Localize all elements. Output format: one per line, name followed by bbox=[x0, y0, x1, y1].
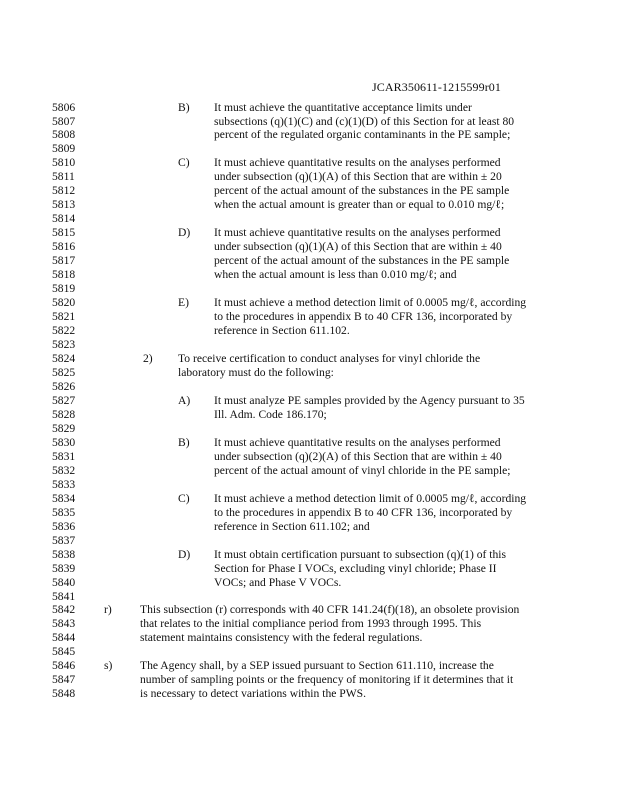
line-number: 5833 bbox=[52, 477, 76, 491]
text-line bbox=[0, 492, 619, 506]
line-number: 5847 bbox=[52, 673, 76, 687]
subsection-label: A) bbox=[178, 393, 191, 407]
line-text: percent of the actual amount of vinyl chloride in the PE sample; bbox=[214, 463, 511, 477]
text-line bbox=[0, 310, 619, 324]
text-line bbox=[0, 617, 619, 631]
text-line bbox=[0, 101, 619, 115]
line-text: Section for Phase I VOCs, excluding vinyl chloride; Phase II bbox=[214, 561, 497, 575]
line-text: This subsection (r) corresponds with 40 CFR 141.24(f)(18), an obsolete provision bbox=[140, 603, 520, 617]
line-number: 5846 bbox=[52, 659, 76, 673]
line-number: 5818 bbox=[52, 268, 76, 282]
line-number: 5807 bbox=[52, 114, 76, 128]
subsection-label: C) bbox=[178, 491, 190, 505]
text-line bbox=[0, 142, 619, 156]
line-number: 5816 bbox=[52, 240, 76, 254]
subsection-label: C) bbox=[178, 156, 190, 170]
text-line bbox=[0, 408, 619, 422]
line-number: 5822 bbox=[52, 324, 76, 337]
line-number: 5819 bbox=[52, 282, 76, 296]
subsection-label: B) bbox=[178, 435, 190, 449]
text-line bbox=[0, 673, 619, 687]
text-line bbox=[0, 422, 619, 436]
subsection-label: r) bbox=[104, 603, 112, 617]
text-line bbox=[0, 170, 619, 184]
text-line bbox=[0, 366, 619, 380]
line-text: under subsection (q)(1)(A) of this Section that are within ± 40 bbox=[214, 240, 502, 254]
line-number: 5827 bbox=[52, 393, 76, 407]
line-number: 5845 bbox=[52, 645, 76, 659]
text-line bbox=[0, 659, 619, 673]
line-text: that relates to the initial compliance period from 1993 through 1995. This bbox=[140, 617, 482, 631]
text-line bbox=[0, 436, 619, 450]
text-line bbox=[0, 394, 619, 408]
line-text: It must obtain certification pursuant to subsection (q)(1) of this bbox=[214, 547, 507, 561]
line-text: percent of the regulated organic contaminants in the PE sample; bbox=[214, 128, 511, 142]
subsection-label: E) bbox=[178, 296, 189, 310]
line-number: 5820 bbox=[52, 296, 76, 310]
text-line bbox=[0, 534, 619, 548]
text-line bbox=[0, 520, 619, 534]
line-number: 5806 bbox=[52, 100, 76, 114]
line-number: 5848 bbox=[52, 687, 76, 701]
line-number: 5814 bbox=[52, 212, 76, 226]
line-text: percent of the actual amount of the substances in the PE sample bbox=[214, 254, 510, 268]
text-line bbox=[0, 198, 619, 212]
line-number: 5840 bbox=[52, 575, 76, 589]
line-text: under subsection (q)(2)(A) of this Section that are within ± 40 bbox=[214, 449, 502, 463]
line-number: 5836 bbox=[52, 519, 76, 533]
line-number: 5829 bbox=[52, 421, 76, 435]
line-number: 5841 bbox=[52, 589, 76, 603]
line-text: when the actual amount is less than 0.010 mg/ℓ; and bbox=[214, 268, 457, 282]
line-number: 5828 bbox=[52, 407, 76, 421]
line-number: 5808 bbox=[52, 128, 76, 142]
line-number: 5832 bbox=[52, 463, 76, 477]
line-text: It must achieve the quantitative acceptance limits under bbox=[214, 100, 472, 114]
text-line bbox=[0, 352, 619, 366]
subsection-label: D) bbox=[178, 226, 191, 240]
line-text: It must achieve quantitative results on the analyses performed bbox=[214, 226, 501, 240]
line-number: 5834 bbox=[52, 491, 76, 505]
line-text: It must analyze PE samples provided by the Agency pursuant to 35 bbox=[214, 393, 525, 407]
text-line bbox=[0, 324, 619, 338]
text-line bbox=[0, 380, 619, 394]
subsection-label: 2) bbox=[143, 352, 153, 365]
line-number: 5837 bbox=[52, 533, 76, 547]
text-line bbox=[0, 115, 619, 129]
line-number: 5811 bbox=[52, 170, 75, 184]
line-text: To receive certification to conduct analyses for vinyl chloride the bbox=[178, 352, 481, 365]
text-line bbox=[0, 631, 619, 645]
line-text: to the procedures in appendix B to 40 CFR 136, incorporated by bbox=[214, 310, 513, 324]
line-text: The Agency shall, by a SEP issued pursuant to Section 611.110, increase the bbox=[140, 659, 494, 673]
text-line bbox=[0, 450, 619, 464]
line-text: VOCs; and Phase V VOCs. bbox=[214, 575, 342, 589]
line-text: It must achieve a method detection limit of 0.0005 mg/ℓ, according bbox=[214, 296, 527, 310]
line-number: 5810 bbox=[52, 156, 76, 170]
text-line bbox=[0, 240, 619, 254]
text-line bbox=[0, 338, 619, 352]
line-number: 5830 bbox=[52, 435, 76, 449]
document-id: JCAR350611-1215599r01 bbox=[372, 80, 501, 94]
line-text: laboratory must do the following: bbox=[178, 365, 334, 379]
line-number: 5815 bbox=[52, 226, 76, 240]
text-line bbox=[0, 226, 619, 240]
line-number: 5844 bbox=[52, 631, 76, 645]
line-number: 5823 bbox=[52, 338, 76, 351]
text-line bbox=[0, 603, 619, 617]
text-line bbox=[0, 464, 619, 478]
text-line bbox=[0, 128, 619, 142]
line-number: 5809 bbox=[52, 142, 76, 156]
line-number: 5813 bbox=[52, 198, 76, 212]
line-text: to the procedures in appendix B to 40 CFR 136, incorporated by bbox=[214, 505, 513, 519]
text-line bbox=[0, 254, 619, 268]
line-number: 5821 bbox=[52, 310, 76, 324]
text-line bbox=[0, 184, 619, 198]
line-text: subsections (q)(1)(C) and (c)(1)(D) of this Section for at least 80 bbox=[214, 114, 515, 128]
line-text: when the actual amount is greater than or equal to 0.010 mg/ℓ; bbox=[214, 198, 505, 212]
subsection-label: B) bbox=[178, 100, 190, 114]
line-text: It must achieve quantitative results on the analyses performed bbox=[214, 435, 501, 449]
text-line bbox=[0, 687, 619, 701]
line-number: 5826 bbox=[52, 379, 76, 393]
text-line bbox=[0, 645, 619, 659]
line-number: 5843 bbox=[52, 617, 76, 631]
line-text: It must achieve a method detection limit of 0.0005 mg/ℓ, according bbox=[214, 491, 527, 505]
line-text: It must achieve quantitative results on the analyses performed bbox=[214, 156, 501, 170]
subsection-label: D) bbox=[178, 547, 191, 561]
line-number: 5812 bbox=[52, 184, 76, 198]
text-line bbox=[0, 562, 619, 576]
text-line bbox=[0, 296, 619, 310]
line-text: under subsection (q)(1)(A) of this Section that are within ± 20 bbox=[214, 170, 502, 184]
line-text: number of sampling points or the frequency of monitoring if it determines that it bbox=[140, 673, 514, 687]
line-text: reference in Section 611.102. bbox=[214, 324, 350, 337]
text-line bbox=[0, 576, 619, 590]
line-number: 5825 bbox=[52, 365, 76, 379]
text-line bbox=[0, 590, 619, 604]
text-line bbox=[0, 478, 619, 492]
line-text: is necessary to detect variations within the PWS. bbox=[140, 687, 367, 701]
line-number: 5817 bbox=[52, 254, 76, 268]
text-line bbox=[0, 548, 619, 562]
line-number: 5835 bbox=[52, 505, 76, 519]
line-text: reference in Section 611.102; and bbox=[214, 519, 370, 533]
line-text: percent of the actual amount of the substances in the PE sample bbox=[214, 184, 510, 198]
line-number: 5824 bbox=[52, 352, 76, 365]
line-text: Ill. Adm. Code 186.170; bbox=[214, 407, 327, 421]
text-line bbox=[0, 506, 619, 520]
text-line bbox=[0, 282, 619, 296]
text-line bbox=[0, 212, 619, 226]
text-line bbox=[0, 268, 619, 282]
text-line bbox=[0, 156, 619, 170]
line-number: 5842 bbox=[52, 603, 76, 617]
line-text: statement maintains consistency with the federal regulations. bbox=[140, 631, 423, 645]
line-number: 5831 bbox=[52, 449, 76, 463]
line-number: 5839 bbox=[52, 561, 76, 575]
line-number: 5838 bbox=[52, 547, 76, 561]
subsection-label: s) bbox=[104, 659, 113, 673]
